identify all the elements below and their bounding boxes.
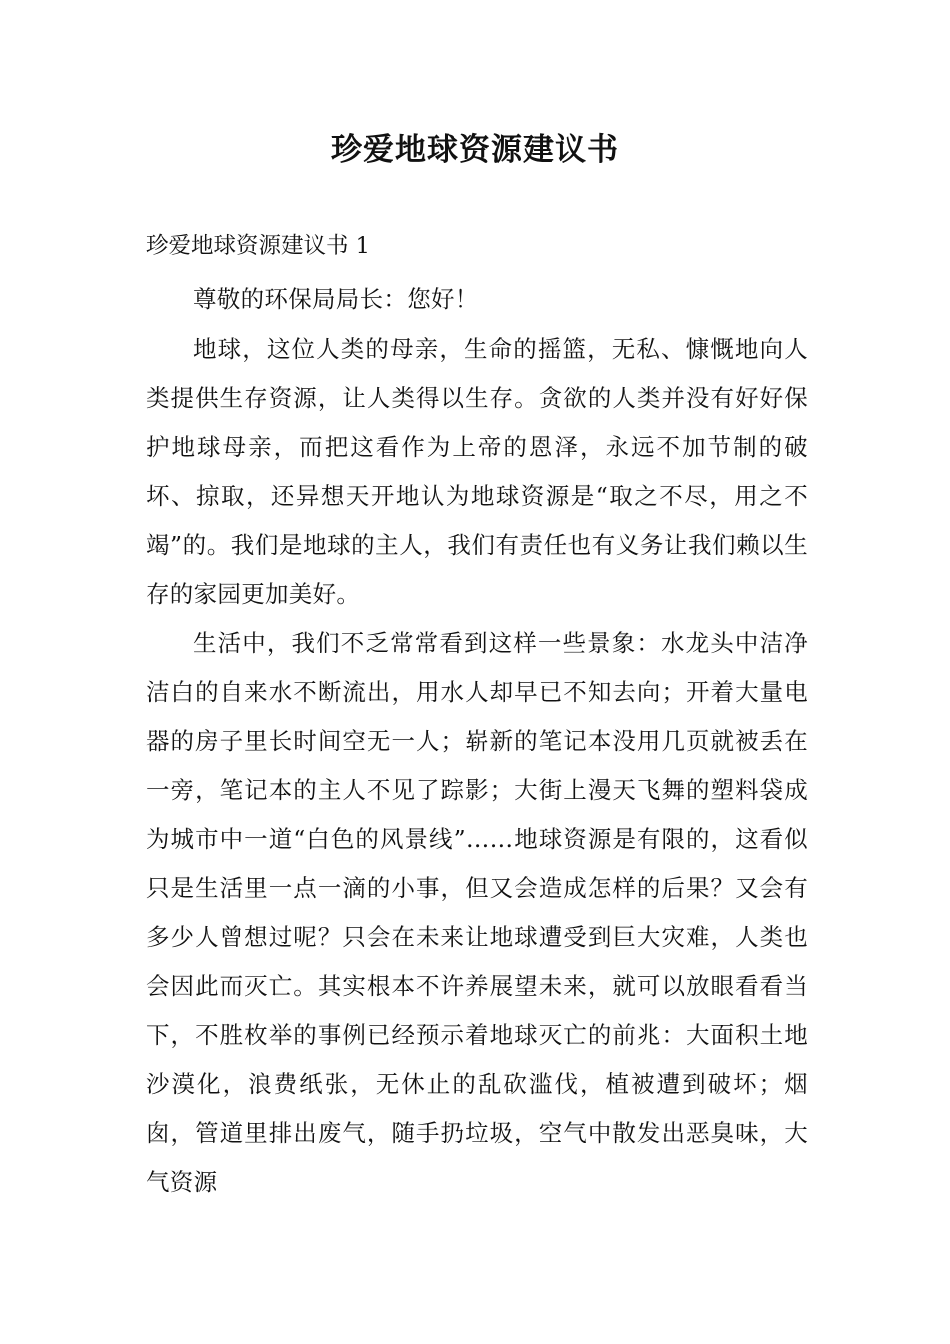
document-body [146,230,808,1207]
section-subtitle: 珍爱地球资源建议书 1 [146,233,370,259]
body-paragraph-2: 生活中，我们不乏常常看到这样一些景象：水龙头中洁净洁白的自来水不断流出，用水人却早已不知去向；开着大量电器的房子里长时间空无一人；崭新的笔记本没用几页就被丢在一旁，笔记本的主人不见了踪影；大街上漫天飞舞的塑料袋成为城市中一道“白色的风景线”……地球资源是有限的，这看似只是生活里一点一滴的小事，但又会造成怎样的后果？又会有多少人曾想过呢？只会在未来让地球遭受到巨大灾难，人类也会因此而灭亡。其实根本不许养展望未来，就可以放眼看看当下，不胜枚举的事例已经预示着地球灭亡的前兆：大面积土地沙漠化，浪费纸张，无休止的乱砍滥伐，植被遭到破坏；烟囱，管道里排出废气，随手扔垃圾，空气中散发出恶臭味，大气资源 [146,629,808,1196]
greeting-line: 尊敬的环保局局长：您好！ [193,285,479,313]
body-paragraph-1: 地球，这位人类的母亲，生命的摇篮，无私、慷慨地向人类提供生存资源，让人类得以生存。贪欲的人类并没有好好保护地球母亲，而把这看作为上帝的恩泽，永远不加节制的破坏、掠取，还异想天开地认为地球资源是“取之不尽，用之不竭”的。我们是地球的主人，我们有责任也有义务让我们赖以生存的家园更加美好。 [146,335,808,608]
document-title: 珍爱地球资源建议书 [331,132,619,168]
